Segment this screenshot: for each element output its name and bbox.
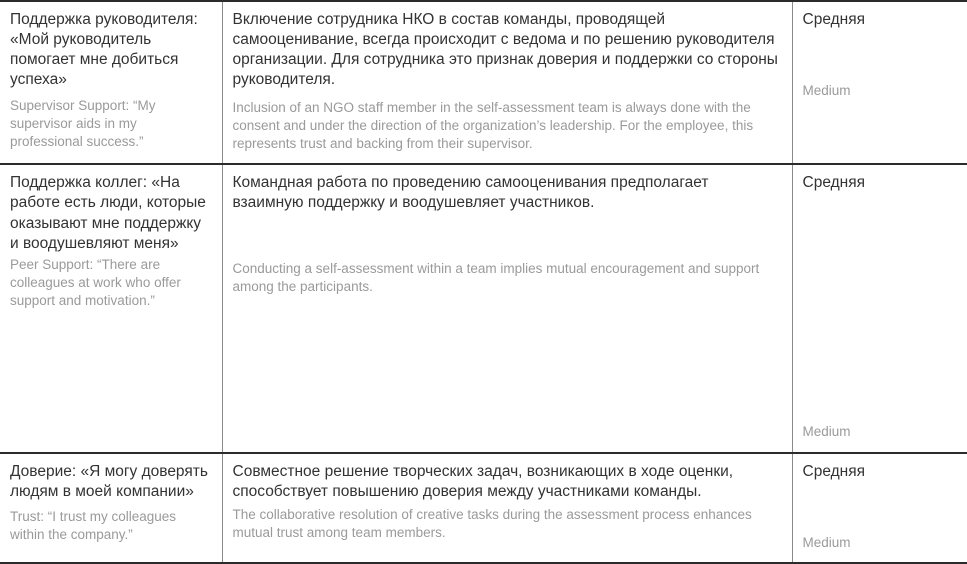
description-text-en: The collaborative resolution of creative tasks during the assessment process enhances mutual trust among team members. xyxy=(232,506,752,541)
description-cell xyxy=(222,1,792,164)
factor-text-ru: Доверие: «Я могу доверять людям в моей компании» xyxy=(10,462,208,500)
factor-text-ru: Поддержка коллег: «На работе есть люди, которые оказывают мне поддержку и воодушевляют меня» xyxy=(10,174,206,252)
description-text-ru: Совместное решение творческих задач, возникающих в ходе оценки, способствует повышению доверия между участниками команды. xyxy=(232,462,734,500)
level-cell xyxy=(792,164,967,452)
factor-text-ru: Поддержка руководителя: «Мой руководитель помогает мне добиться успеха» xyxy=(10,11,198,89)
table-row xyxy=(0,1,967,164)
table-row xyxy=(0,453,967,563)
description-text-ru: Командная работа по проведению самооценивания предполагает взаимную поддержку и воодушевляет участников. xyxy=(232,174,709,212)
description-text-en: Conducting a self-assessment within a team implies mutual encouragement and support among the participants. xyxy=(232,260,760,294)
factor-cell xyxy=(0,1,222,164)
description-cell xyxy=(222,164,792,452)
level-text-en: Medium xyxy=(802,534,851,550)
description-text-ru: Включение сотрудника НКО в состав команды, проводящей самооценивание, всегда происходит с ведома и по решению руководителя организации. Для сотрудника это признак доверия и поддержки со стороны руководителя. xyxy=(232,11,778,89)
description-cell xyxy=(222,453,792,563)
factor-text-en: Supervisor Support: “My supervisor aids in my professional success.” xyxy=(10,97,156,149)
level-text-en: Medium xyxy=(802,424,851,440)
level-text-ru: Средняя xyxy=(802,462,865,480)
level-cell xyxy=(792,453,967,563)
level-text-en: Medium xyxy=(802,83,851,99)
level-text-ru: Средняя xyxy=(802,11,865,28)
description-text-en: Inclusion of an NGO staff member in the self-assessment team is always done with the consent and under the direction of the organization’s leadership. For the employee, this represents trust and backing from their supervisor. xyxy=(232,99,754,151)
factor-text-en: Peer Support: “There are colleagues at work who offer support and motivation.” xyxy=(10,256,181,309)
level-text-ru: Средняя xyxy=(802,174,865,192)
level-cell xyxy=(792,1,967,164)
table-row xyxy=(0,164,967,452)
factor-cell xyxy=(0,164,222,452)
factor-cell xyxy=(0,453,222,563)
factor-text-en: Trust: “I trust my colleagues within the company.” xyxy=(10,508,177,543)
